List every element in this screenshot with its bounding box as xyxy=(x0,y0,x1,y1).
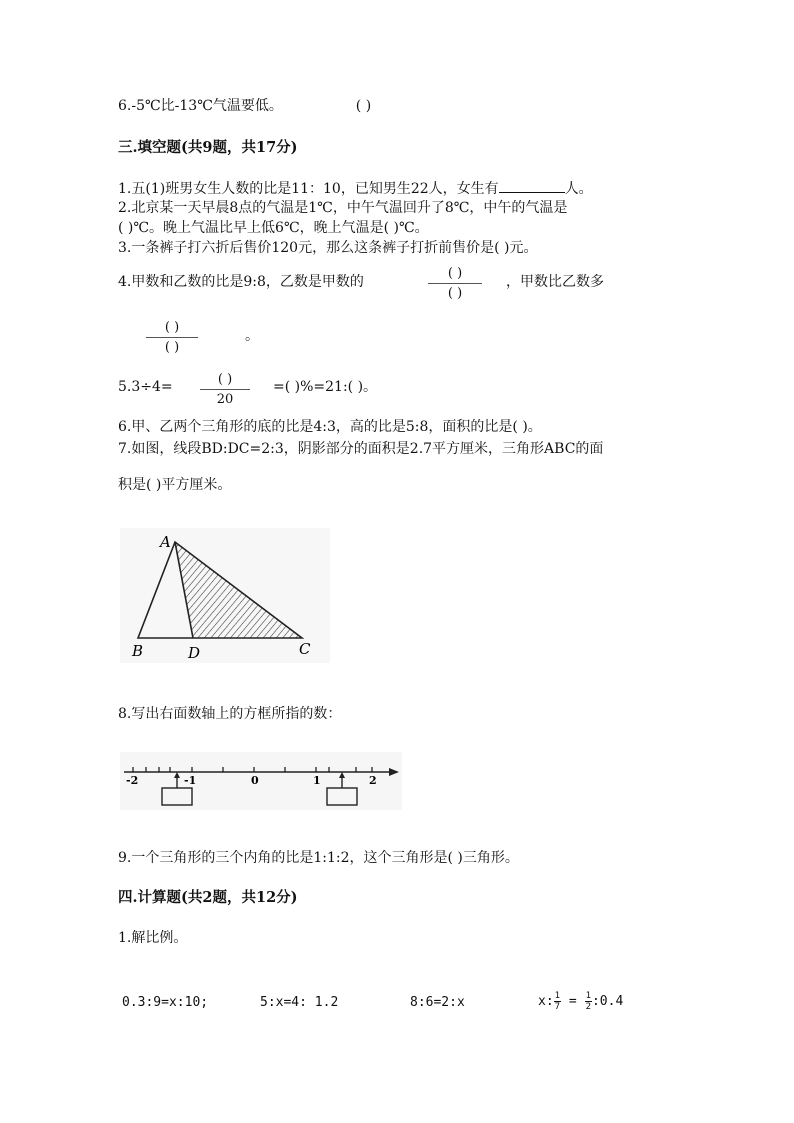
fill-question-5-start: 5.3÷4= xyxy=(118,379,173,395)
equation-2: 5:x=4: 1.2 xyxy=(260,995,339,1010)
equation-4-prefix: x: xyxy=(538,994,554,1009)
equation-4-suffix: :0.4 xyxy=(591,994,624,1009)
number-line-figure xyxy=(120,752,402,810)
equation-1: 0.3:9=x:10; xyxy=(122,995,209,1010)
label-b: B xyxy=(132,642,144,660)
fill-question-1-suffix: 人。 xyxy=(564,181,593,197)
fraction-denominator: 20 xyxy=(216,392,234,407)
fill-question-8: 8.写出右面数轴上的方框所指的数： xyxy=(118,706,342,722)
fill-question-7-line-1: 7.如图，线段BD:DC=2:3，阴影部分的面积是2.7平方厘米，三角形ABC的面 xyxy=(118,441,604,457)
equals-sign: = xyxy=(568,994,577,1009)
tick-label-0: 0 xyxy=(251,774,259,787)
fraction-one-half xyxy=(585,991,592,1012)
answer-paren: ( ) xyxy=(355,98,372,114)
fraction-blank-2 xyxy=(146,320,198,355)
fill-question-7-line-2: 积是( )平方厘米。 xyxy=(118,477,232,493)
fill-question-5-rest: =( )%=21:( )。 xyxy=(273,379,378,395)
fraction-numerator: ( ) xyxy=(447,266,463,281)
fraction-blank xyxy=(428,266,482,301)
fraction-numerator: 1 xyxy=(554,991,561,1001)
judge-question-6-text: 6.-5℃比-13℃气温要低。 xyxy=(118,98,283,114)
fill-question-2-line-2: ( )℃。晚上气温比早上低6℃，晚上气温是( )℃。 xyxy=(118,220,429,236)
fraction-denominator: 7 xyxy=(554,1002,561,1012)
tick-label-1: 1 xyxy=(313,774,321,787)
fraction-bar xyxy=(146,337,198,338)
fraction-numerator: 1 xyxy=(585,991,591,1001)
judge-question-6 xyxy=(118,97,371,115)
label-a: A xyxy=(160,533,171,551)
equation-4 xyxy=(538,990,623,1014)
fraction-denominator: 2 xyxy=(585,1002,591,1012)
fill-question-1-text: 1.五(1)班男女生人数的比是11：10，已知男生22人，女生有 xyxy=(118,181,499,197)
fraction-bar xyxy=(200,389,250,390)
label-d: D xyxy=(188,644,201,662)
fill-question-1 xyxy=(118,178,593,198)
fill-question-4-end: 。 xyxy=(245,328,259,344)
fill-question-2-line-1: 2.北京某一天早晨8点的气温是1℃，中午气温回升了8℃，中午的气温是 xyxy=(118,200,568,216)
section-3-title: 三.填空题(共9题，共17分) xyxy=(118,139,298,156)
equation-3: 8:6=2:x xyxy=(410,995,465,1010)
fraction-blank-3 xyxy=(200,372,250,407)
fill-question-4-text-2: ，甲数比乙数多 xyxy=(506,274,604,290)
section-4-title: 四.计算题(共2题，共12分) xyxy=(118,889,298,906)
fraction-one-seventh xyxy=(554,991,561,1012)
label-c: C xyxy=(299,640,311,658)
triangle-figure xyxy=(120,528,330,663)
fill-question-9: 9.一个三角形的三个内角的比是1:1:2，这个三角形是( )三角形。 xyxy=(118,850,519,866)
tick-label-minus-2: -2 xyxy=(126,774,139,787)
fraction-numerator: ( ) xyxy=(217,372,233,387)
answer-blank xyxy=(499,178,565,193)
fill-question-6: 6.甲、乙两个三角形的底的比是4:3，高的比是5:8，面积的比是( )。 xyxy=(118,419,542,435)
calc-question-1: 1.解比例。 xyxy=(118,930,188,946)
fill-question-4-text: 4.甲数和乙数的比是9:8，乙数是甲数的 xyxy=(118,274,364,290)
fill-question-3: 3.一条裤子打六折后售价120元，那么这条裤子打折前售价是( )元。 xyxy=(118,240,538,256)
fraction-numerator: ( ) xyxy=(164,320,180,335)
fraction-denominator: ( ) xyxy=(447,286,463,301)
fraction-denominator: ( ) xyxy=(164,340,180,355)
tick-label-2: 2 xyxy=(369,774,377,787)
fraction-bar xyxy=(428,283,482,284)
tick-label-minus-1: -1 xyxy=(184,774,197,787)
